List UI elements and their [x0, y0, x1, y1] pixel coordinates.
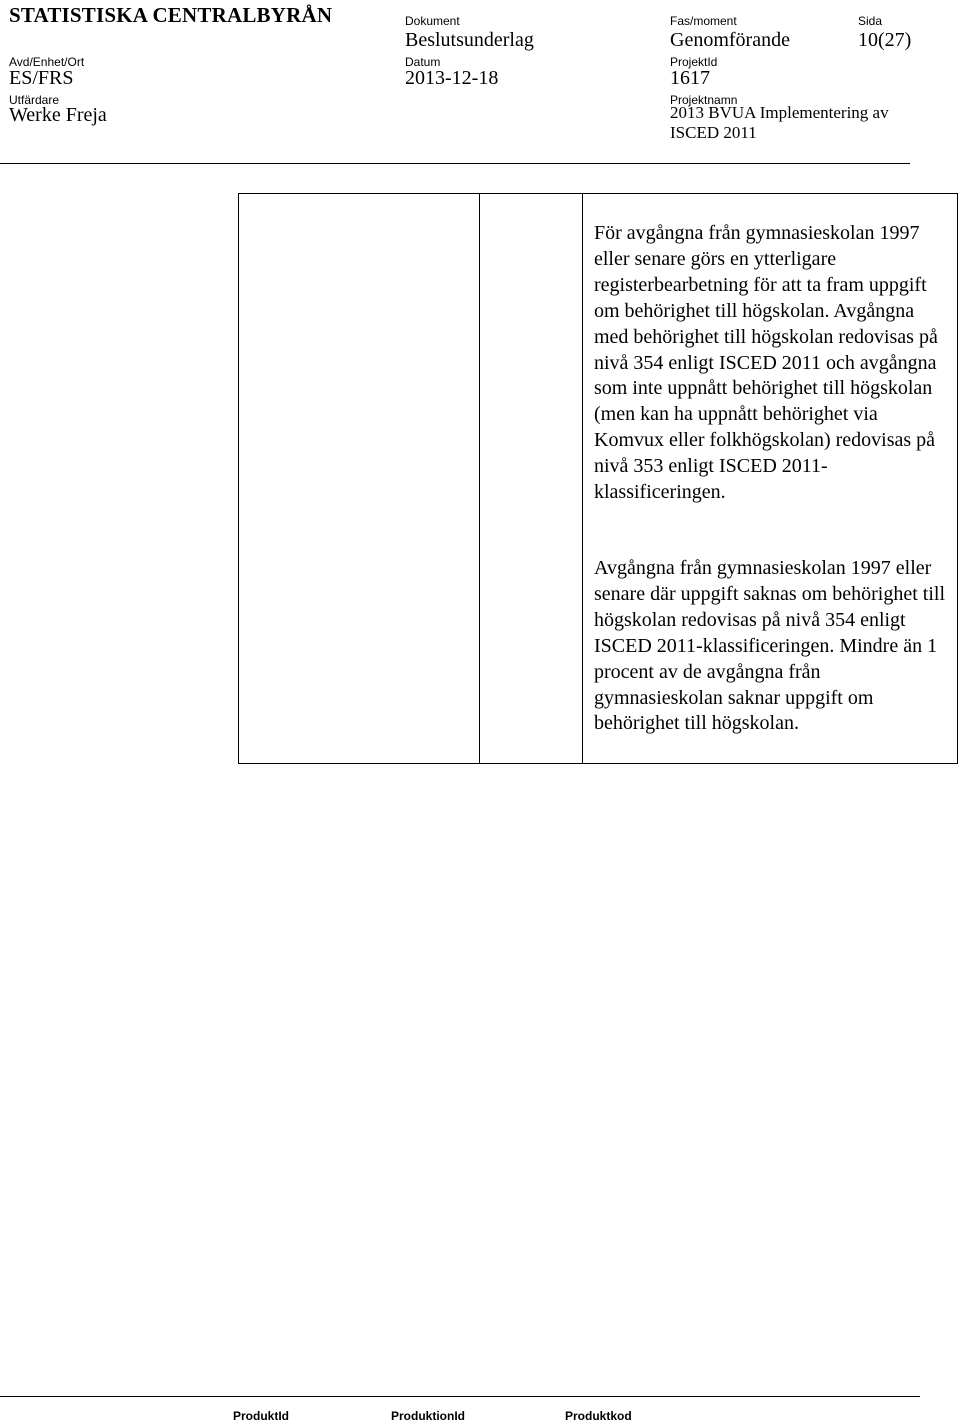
- table-column-divider-2: [582, 193, 583, 764]
- header-rule: [0, 163, 910, 164]
- fas-label: Fas/moment: [670, 14, 737, 28]
- dokument-label: Dokument: [405, 14, 460, 28]
- projektnamn-line2: ISCED 2011: [670, 123, 757, 142]
- projektid-label: ProjektId: [670, 55, 718, 69]
- organization-name: STATISTISKA CENTRALBYRÅN: [9, 3, 333, 27]
- projektnamn-label: Projektnamn: [670, 93, 738, 107]
- sida-value: 10(27): [858, 29, 912, 51]
- footer-produktionid: ProduktionId: [391, 1409, 465, 1423]
- body-paragraph-1: För avgångna från gymnasieskolan 1997 eller senare görs en ytterligare registerbearbetning för att ta fram uppgift om behörighet till högskolan. Avgångna med behörighet till högskolan redovisas på nivå 354 enligt ISCED 2011 och avgångna som inte uppnått behörighet till högskolan (men kan ha uppnått behörighet via Komvux eller folkhögskolan) redovisas på nivå 353 enligt ISCED 2011-klassificeringen.: [594, 222, 938, 504]
- datum-value: 2013-12-18: [405, 67, 499, 89]
- footer-produktkod: Produktkod: [565, 1409, 632, 1423]
- table-column-divider-1: [479, 193, 480, 764]
- fas-value: Genomförande: [670, 29, 790, 51]
- projektid-value: 1617: [670, 67, 710, 89]
- utfardare-label: Utfärdare: [9, 93, 60, 107]
- avd-value: ES/FRS: [9, 67, 74, 89]
- projektnamn-line1: 2013 BVUA Implementering av: [670, 103, 889, 122]
- datum-label: Datum: [405, 55, 441, 69]
- sida-label: Sida: [858, 14, 883, 28]
- utfardare-value: Werke Freja: [9, 104, 107, 126]
- footer-produktid: ProduktId: [233, 1409, 289, 1423]
- avd-label: Avd/Enhet/Ort: [9, 55, 85, 69]
- body-paragraph-2: Avgångna från gymnasieskolan 1997 eller senare där uppgift saknas om behörighet till högskolan redovisas på nivå 354 enligt ISCED 2011-klassificeringen. Mindre än 1 procent av de avgångna från gymnasieskolan saknar uppgift om behörighet till högskolan.: [594, 557, 946, 735]
- footer-rule: [0, 1396, 920, 1397]
- dokument-value: Beslutsunderlag: [405, 29, 534, 51]
